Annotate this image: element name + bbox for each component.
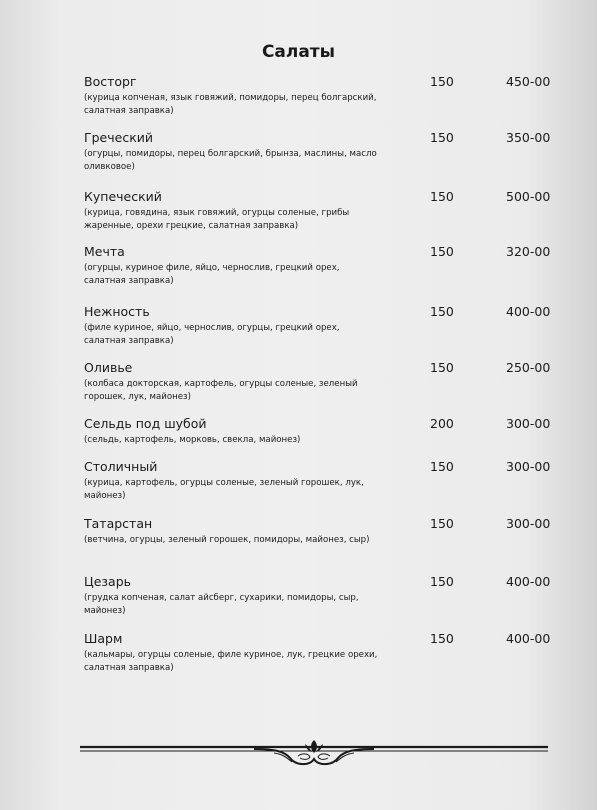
item-description: (филе куриное, яйцо, чернослив, огурцы, грецкий орех, салатная заправка) bbox=[84, 323, 340, 346]
item-weight: 150 bbox=[430, 631, 454, 646]
item-description: (кальмары, огурцы соленые, филе куриное, лук, грецкие орехи, салатная заправка) bbox=[84, 650, 378, 673]
item-price: 300-00 bbox=[506, 416, 551, 431]
item-price: 300-00 bbox=[506, 459, 551, 474]
item-description: (курица копченая, язык говяжий, помидоры, перец болгарский, салатная заправка) bbox=[84, 93, 377, 116]
item-name: Оливье bbox=[84, 360, 133, 375]
menu-item bbox=[84, 189, 564, 233]
item-name: Цезарь bbox=[84, 574, 132, 589]
item-weight: 150 bbox=[430, 130, 454, 145]
item-description: (грудка копченая, салат айсберг, сухарики, помидоры, сыр, майонез) bbox=[84, 593, 359, 616]
item-description: (ветчина, огурцы, зеленый горошек, помидоры, майонез, сыр) bbox=[84, 535, 370, 545]
item-description: (колбаса докторская, картофель, огурцы соленые, зеленый горошек, лук, майонез) bbox=[84, 379, 358, 402]
item-price: 250-00 bbox=[506, 360, 551, 375]
item-description: (сельдь, картофель, морковь, свекла, майонез) bbox=[84, 435, 301, 445]
item-price: 400-00 bbox=[506, 631, 551, 646]
item-weight: 150 bbox=[430, 574, 454, 589]
item-weight: 150 bbox=[430, 304, 454, 319]
item-name: Сельдь под шубой bbox=[84, 416, 207, 431]
item-name: Шарм bbox=[84, 631, 123, 646]
item-price: 320-00 bbox=[506, 244, 551, 259]
item-name: Татарстан bbox=[84, 516, 153, 531]
item-weight: 150 bbox=[430, 74, 454, 89]
item-name: Купеческий bbox=[84, 189, 162, 204]
page-title: Салаты bbox=[261, 42, 336, 62]
item-price: 350-00 bbox=[506, 130, 551, 145]
menu-item bbox=[84, 74, 564, 118]
item-description: (огурцы, куриное филе, яйцо, чернослив, грецкий орех, салатная заправка) bbox=[84, 263, 340, 286]
item-weight: 150 bbox=[430, 189, 454, 204]
menu-item bbox=[84, 130, 564, 174]
ornament-divider bbox=[78, 736, 550, 770]
item-name: Греческий bbox=[84, 130, 153, 145]
menu-item bbox=[84, 459, 564, 503]
item-name: Столичный bbox=[84, 459, 158, 474]
item-price: 400-00 bbox=[506, 574, 551, 589]
item-price: 400-00 bbox=[506, 304, 551, 319]
item-weight: 150 bbox=[430, 516, 454, 531]
menu-item bbox=[84, 516, 564, 547]
item-description: (огурцы, помидоры, перец болгарский, брынза, маслины, масло оливковое) bbox=[84, 149, 377, 172]
item-price: 450-00 bbox=[506, 74, 551, 89]
item-description: (курица, картофель, огурцы соленые, зеленый горошек, лук, майонез) bbox=[84, 478, 364, 501]
menu-item bbox=[84, 244, 564, 288]
item-weight: 200 bbox=[430, 416, 454, 431]
item-weight: 150 bbox=[430, 244, 454, 259]
item-price: 500-00 bbox=[506, 189, 551, 204]
item-weight: 150 bbox=[430, 360, 454, 375]
menu-item bbox=[84, 574, 564, 618]
menu-item bbox=[84, 416, 564, 447]
item-weight: 150 bbox=[430, 459, 454, 474]
item-name: Мечта bbox=[84, 244, 125, 259]
item-name: Нежность bbox=[84, 304, 150, 319]
menu-item bbox=[84, 360, 564, 404]
menu-item bbox=[84, 304, 564, 348]
item-description: (курица, говядина, язык говяжий, огурцы соленые, грибы жаренные, орехи грецкие, салатная заправка) bbox=[84, 208, 350, 231]
item-name: Восторг bbox=[84, 74, 137, 89]
item-price: 300-00 bbox=[506, 516, 551, 531]
menu-item bbox=[84, 631, 564, 675]
